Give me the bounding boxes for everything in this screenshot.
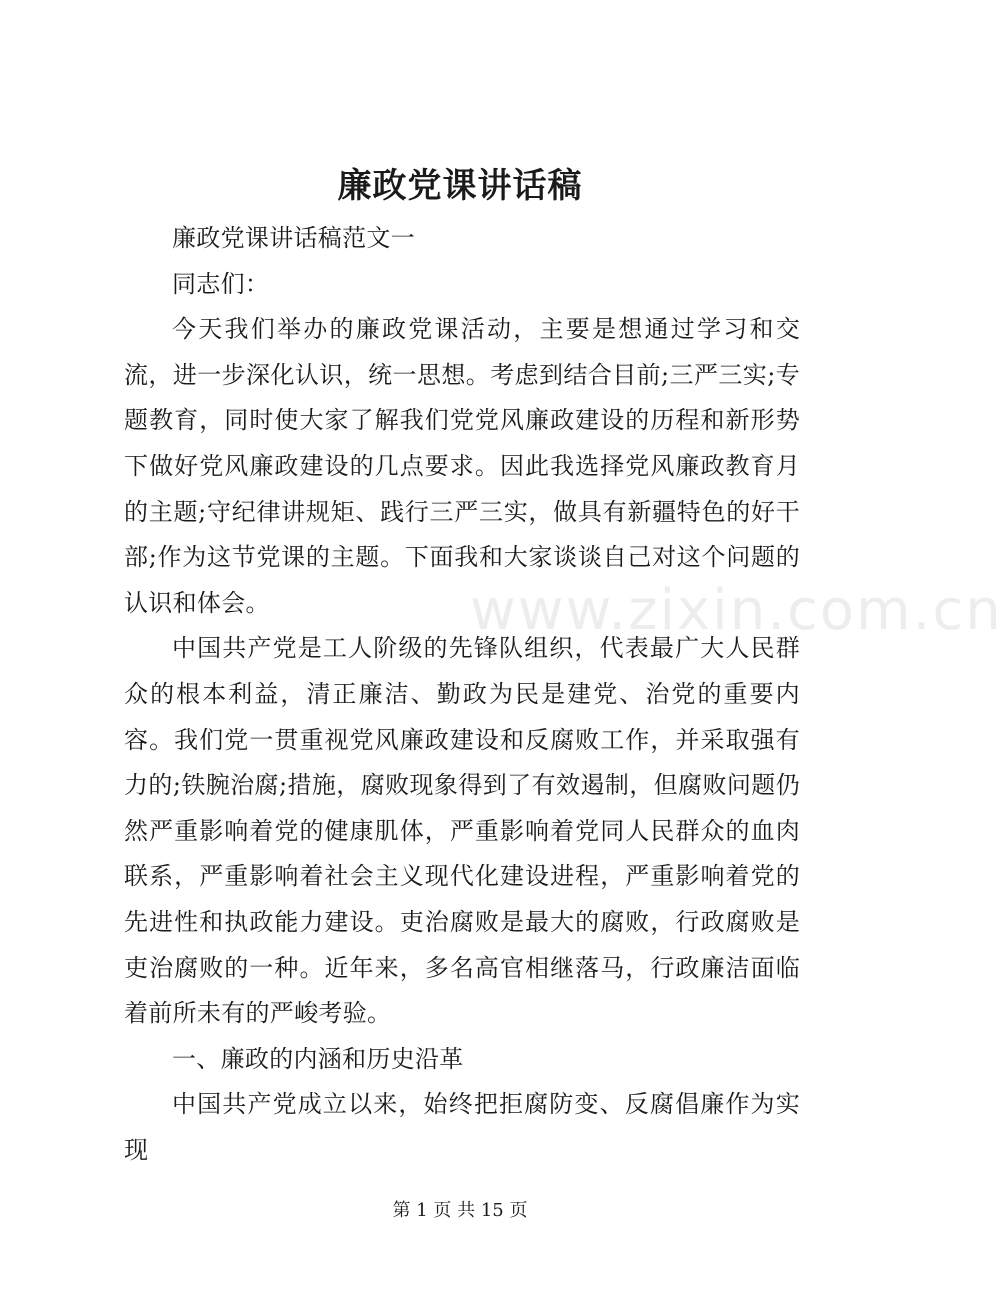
paragraph-intro: 今天我们举办的廉政党课活动，主要是想通过学习和交流，进一步深化认识，统一思想。考虑到结合目前;三严三实;专题教育，同时使大家了解我们党党风廉政建设的历程和新形势下做好党风廉政建设的几点要求。因此我选择党风廉政教育月的主题;守纪律讲规矩、践行三严三实，做具有新疆特色的好干部;作为这节党课的主题。下面我和大家谈谈自己对这个问题的认识和体会。 [124,315,800,617]
section-heading-1: 一、廉政的内涵和历史沿革 [172,1044,464,1073]
document-body [124,216,800,1173]
paragraph-salutation: 同志们： [172,269,270,298]
paragraph-subtitle: 廉政党课讲话稿范文一 [172,224,415,252]
site-watermark: www.zixin.com.cn [470,578,1003,643]
paragraph-party-background: 中国共产党是工人阶级的先锋队组织，代表最广大人民群众的根本利益，清正廉洁、勤政为民是建党、治党的重要内容。我们党一贯重视党风廉政建设和反腐败工作，并采取强有力的;铁腕治腐;措施，腐败现象得到了有效遏制，但腐败问题仍然严重影响着党的健康肌体，严重影响着党同人民群众的血肉联系，严重影响着社会主义现代化建设进程，严重影响着党的先进性和执政能力建设。吏治腐败是最大的腐败，行政腐败是吏治腐败的一种。近年来，多名高官相继落马，行政廉洁面临着前所未有的严峻考验。 [124,634,800,1028]
page-footer: 第 1 页 共 15 页 [392,1200,528,1221]
document-title: 廉政党课讲话稿 [337,166,583,206]
paragraph-section-1-start: 中国共产党成立以来，始终把拒腐防变、反腐倡廉作为实现 [124,1090,800,1164]
